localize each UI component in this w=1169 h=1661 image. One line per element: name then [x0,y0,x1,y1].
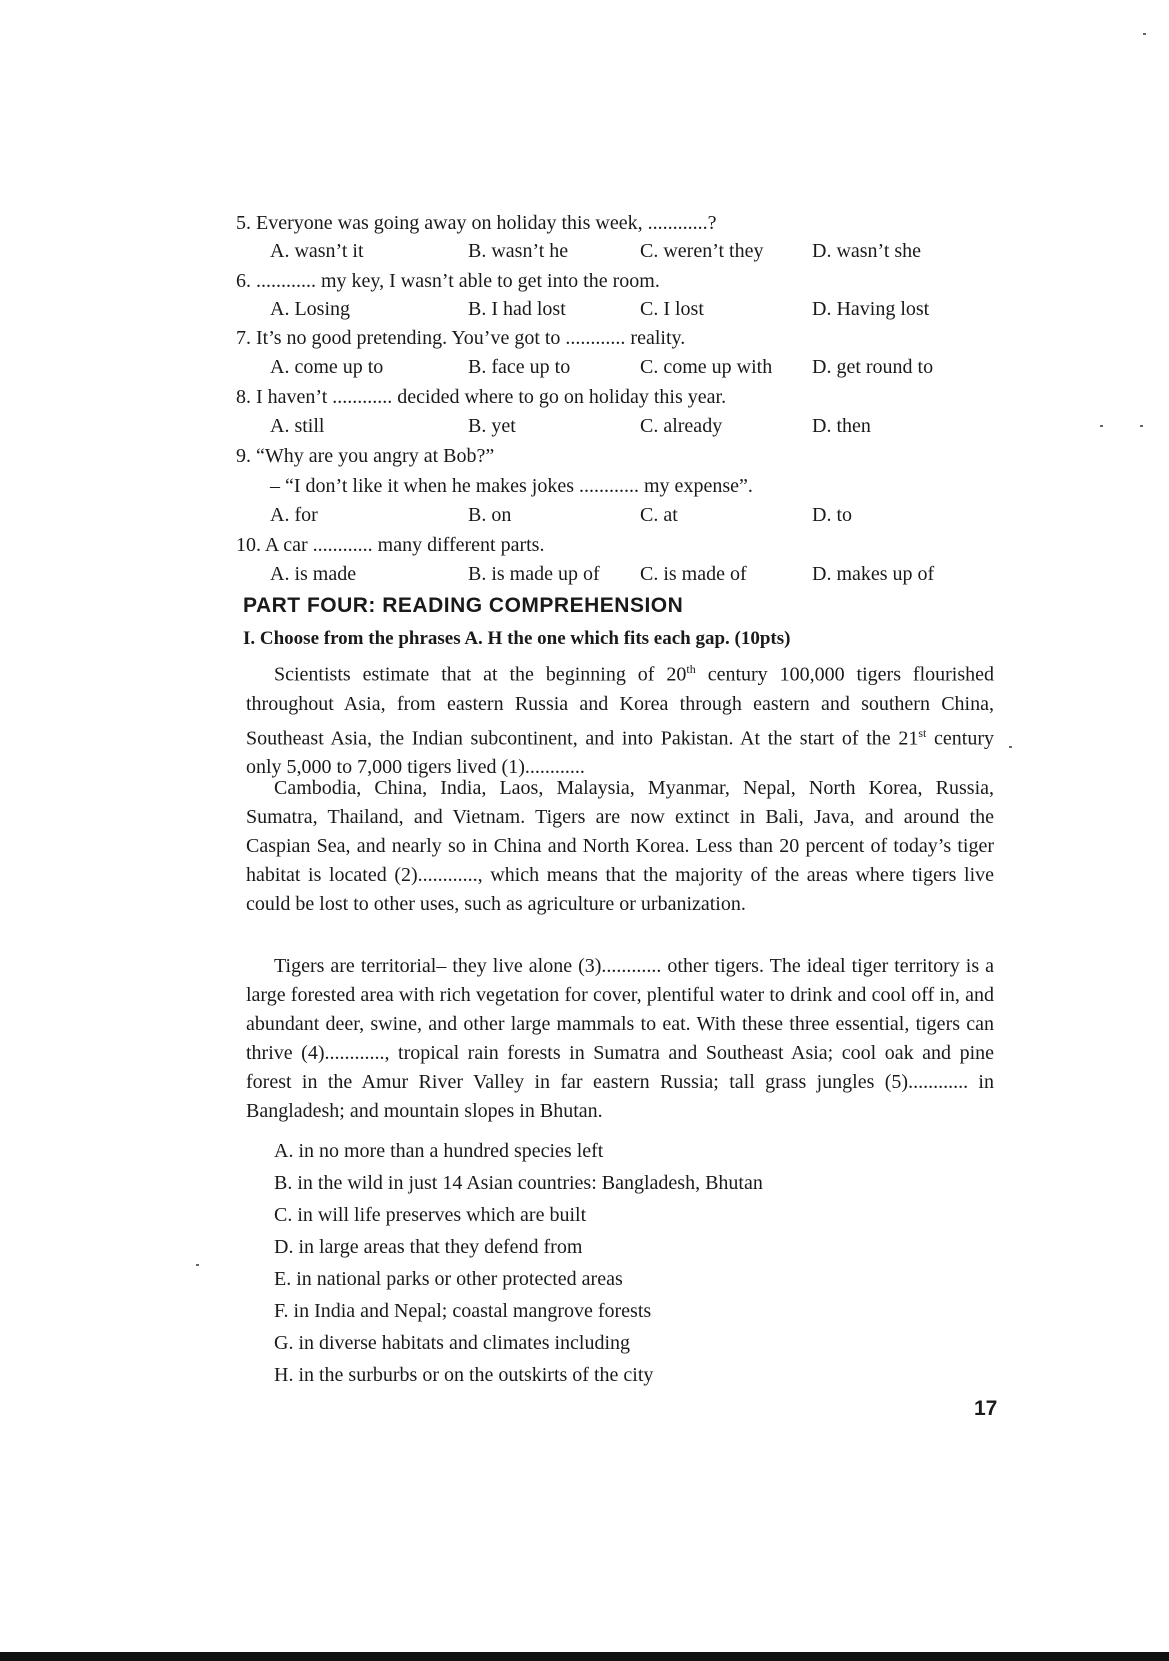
passage-text: century 100,000 tigers flourished throughout Asia, from eastern Russia and Korea through eastern and southern China, Southeast Asia, the Indian subcontinent, and into Pakistan. At the start of the 21 [246,663,995,750]
option-c: C. already [640,415,723,437]
option-a: A. wasn’t it [270,240,364,262]
choice-d: D. in large areas that they defend from [274,1236,583,1258]
option-d: D. wasn’t she [812,240,922,262]
question-8-stem: 8. I haven’t ............ decided where to go on holiday this year. [236,386,727,408]
scan-speck [1009,746,1012,748]
question-9-options [270,502,990,528]
option-c: C. I lost [640,298,704,320]
passage-text: century only 5,000 to 7,000 tigers lived (1)............ [246,727,994,779]
option-b: B. I had lost [468,298,566,320]
question-6-stem: 6. ............ my key, I wasn’t able to get into the room. [236,270,660,292]
question-6-options [270,296,990,322]
option-b: B. on [468,504,512,526]
option-a: A. is made [270,563,357,585]
option-b: B. face up to [468,356,571,378]
question-7-options [270,354,990,380]
passage-paragraph-1 [246,655,994,782]
choice-e: E. in national parks or other protected areas [274,1268,623,1290]
option-d: D. makes up of [812,563,935,585]
choice-g: G. in diverse habitats and climates including [274,1332,631,1354]
option-c: C. is made of [640,563,747,585]
option-d: D. Having lost [812,298,930,320]
scan-speck [1140,425,1143,427]
option-a: A. still [270,415,325,437]
part-four-heading: PART FOUR: READING COMPREHENSION [243,594,684,617]
superscript: st [918,725,927,740]
option-c: C. come up with [640,356,773,378]
option-a: A. for [270,504,318,526]
option-a: A. come up to [270,356,384,378]
choice-a: A. in no more than a hundred species left [274,1140,604,1162]
exercise-instruction: I. Choose from the phrases A. H the one which fits each gap. (10pts) [243,628,791,649]
question-10-stem: 10. A car ............ many different parts. [236,534,545,556]
option-c: C. at [640,504,678,526]
option-b: B. yet [468,415,516,437]
question-9-stem-reply: – “I don’t like it when he makes jokes ............ my expense”. [270,475,753,497]
option-c: C. weren’t they [640,240,764,262]
passage-text: Scientists estimate that at the beginning of 20 [274,663,687,686]
option-b: B. wasn’t he [468,240,569,262]
option-d: D. to [812,504,852,526]
choice-b: B. in the wild in just 14 Asian countries: Bangladesh, Bhutan [274,1172,763,1194]
scan-speck [1143,33,1146,35]
question-7-stem: 7. It’s no good pretending. You’ve got to ............ reality. [236,327,686,349]
scan-speck [1100,425,1103,427]
option-a: A. Losing [270,298,350,320]
passage-paragraph-3: Tigers are territorial– they live alone (3)............ other tigers. The ideal tiger territory is a large forested area with rich vegetation for cover, plentiful water to drink and cool off in, and abundant deer, swine, and other large mammals to eat. With these three essential, tigers can thrive (4)............, tropical rain forests in Sumatra and Southeast Asia; cool oak and pine forest in the Amur River Valley in far eastern Russia; tall grass jungles (5)............ in Bangladesh; and mountain slopes in Bhutan. [246,955,994,1122]
question-5-stem: 5. Everyone was going away on holiday this week, ............? [236,212,717,234]
question-9-stem: 9. “Why are you angry at Bob?” [236,445,495,467]
page-number: 17 [974,1397,998,1420]
bottom-border [0,1652,1169,1661]
question-5-options [270,238,990,264]
choice-c: C. in will life preserves which are built [274,1204,587,1226]
passage-paragraph-2: Cambodia, China, India, Laos, Malaysia, Myanmar, Nepal, North Korea, Russia, Sumatra, Thailand, and Vietnam. Tigers are now extinct in Bali, Java, and around the Caspian Sea, and nearly so in China and North Korea. Less than 20 percent of today’s tiger habitat is located (2)............, which means that the majority of the areas where tigers live could be lost to other uses, such as agriculture or urbanization. [246,777,994,915]
superscript: th [686,662,696,676]
option-d: D. get round to [812,356,934,378]
choice-f: F. in India and Nepal; coastal mangrove forests [274,1300,652,1322]
question-10-options [270,561,990,587]
question-8-options [270,413,990,439]
choice-h: H. in the surburbs or on the outskirts of the city [274,1364,654,1386]
option-b: B. is made up of [468,563,600,585]
scan-speck [196,1264,199,1266]
option-d: D. then [812,415,871,437]
